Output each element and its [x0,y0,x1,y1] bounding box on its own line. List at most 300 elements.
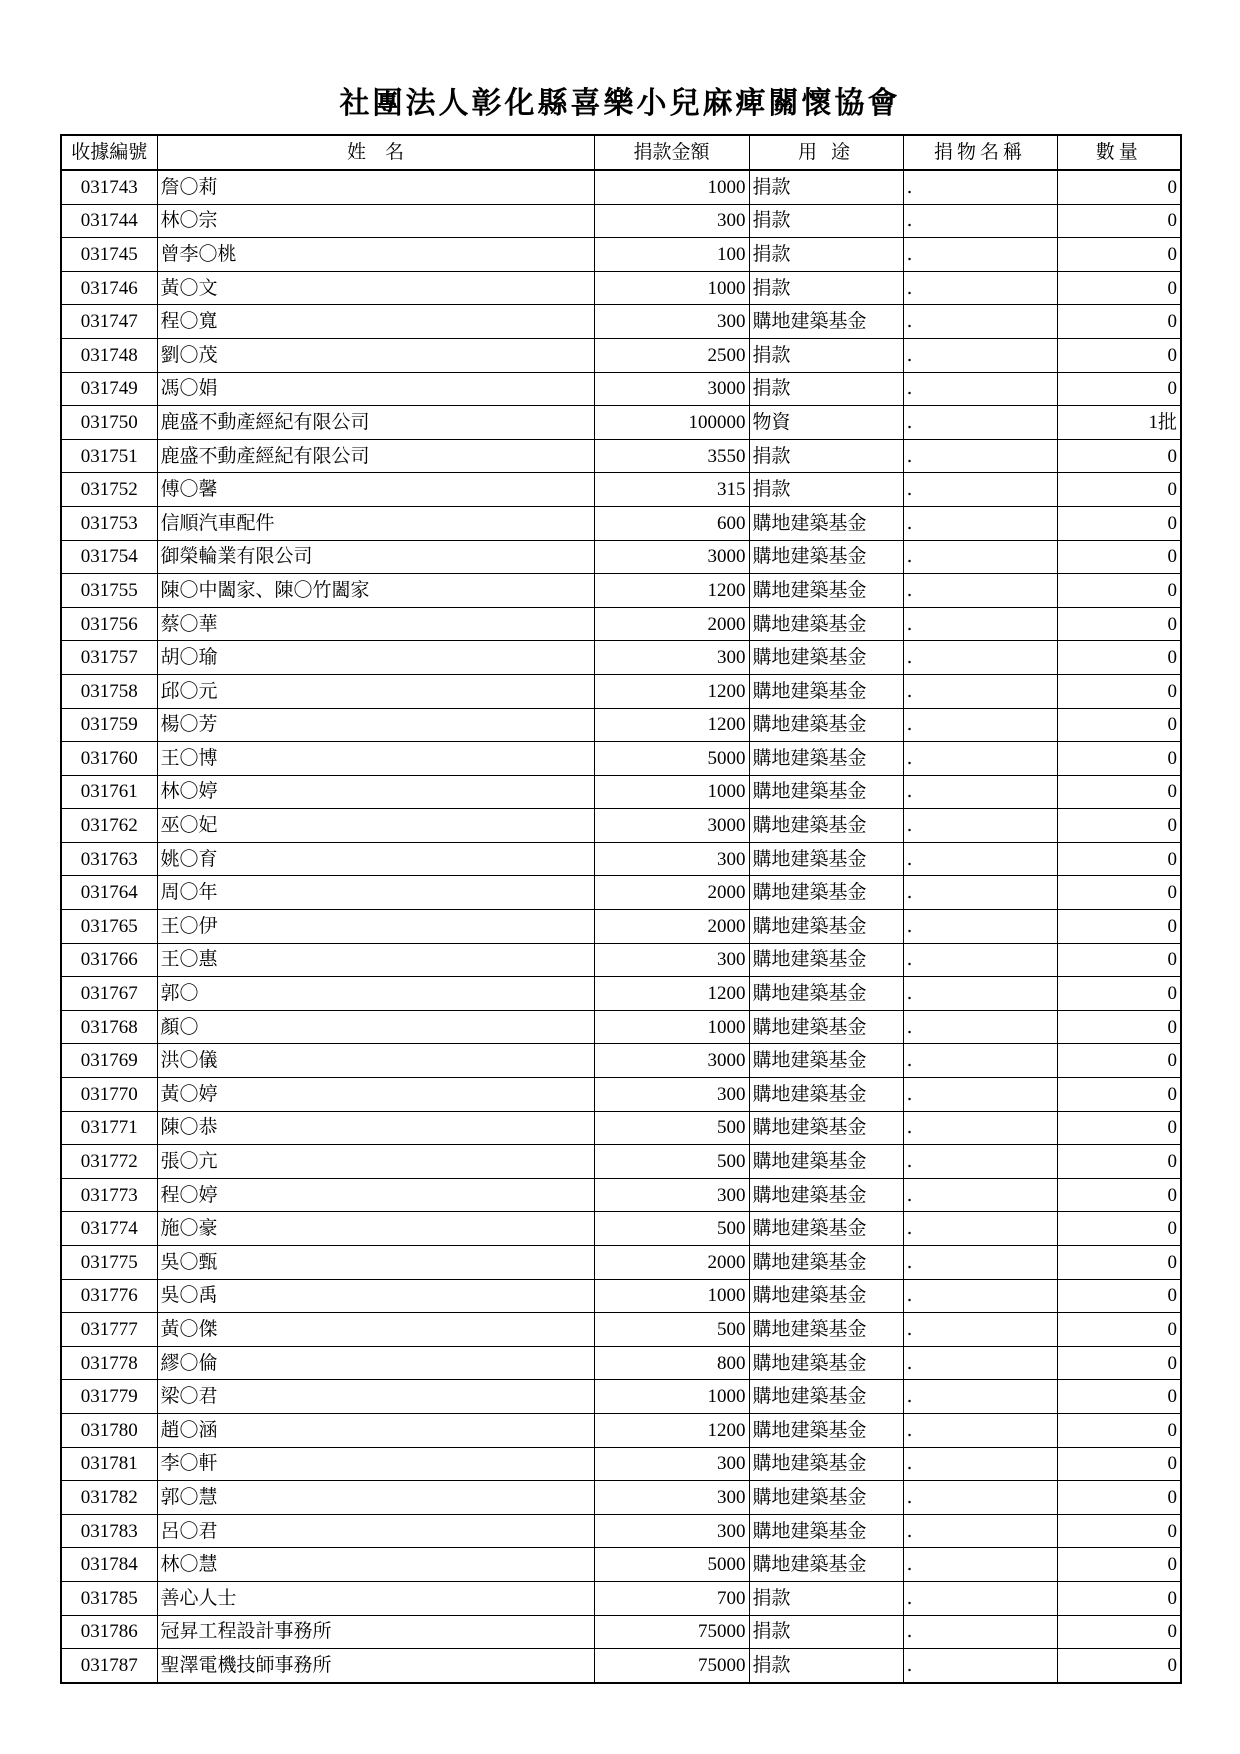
receipt-no-cell: 031765 [61,910,157,944]
donor-name-cell: 邱〇元 [157,674,594,708]
item-name-cell: . [903,1313,1057,1347]
table-row [61,1212,1181,1246]
quantity-cell: 0 [1057,1481,1181,1515]
donor-name-cell: 梁〇君 [157,1380,594,1414]
usage-cell: 捐款 [749,338,903,372]
quantity-cell: 0 [1057,1548,1181,1582]
receipt-no-cell: 031757 [61,641,157,675]
donor-name-cell: 傅〇馨 [157,473,594,507]
quantity-cell: 0 [1057,607,1181,641]
amount-cell: 300 [594,204,749,238]
receipt-no-cell: 031780 [61,1413,157,1447]
receipt-no-cell: 031748 [61,338,157,372]
donor-name-cell: 王〇博 [157,742,594,776]
amount-cell: 1000 [594,1380,749,1414]
item-name-cell: . [903,271,1057,305]
table-row [61,977,1181,1011]
table-row [61,1481,1181,1515]
donor-name-cell: 楊〇芳 [157,708,594,742]
receipt-no-cell: 031760 [61,742,157,776]
usage-cell: 購地建築基金 [749,305,903,339]
amount-cell: 75000 [594,1649,749,1683]
table-row [61,204,1181,238]
quantity-cell: 0 [1057,1178,1181,1212]
quantity-cell: 0 [1057,338,1181,372]
table-row [61,1380,1181,1414]
amount-cell: 100000 [594,406,749,440]
quantity-cell: 0 [1057,742,1181,776]
receipt-no-cell: 031787 [61,1649,157,1683]
amount-cell: 300 [594,842,749,876]
donor-name-cell: 林〇婷 [157,775,594,809]
receipt-no-cell: 031774 [61,1212,157,1246]
item-name-cell: . [903,540,1057,574]
usage-cell: 購地建築基金 [749,1514,903,1548]
donor-name-cell: 蔡〇華 [157,607,594,641]
quantity-cell: 0 [1057,1279,1181,1313]
receipt-no-cell: 031754 [61,540,157,574]
usage-cell: 購地建築基金 [749,1246,903,1280]
donor-name-cell: 周〇年 [157,876,594,910]
donor-name-cell: 胡〇瑜 [157,641,594,675]
usage-cell: 購地建築基金 [749,842,903,876]
amount-cell: 1200 [594,708,749,742]
table-row [61,406,1181,440]
usage-cell: 購地建築基金 [749,708,903,742]
amount-cell: 1000 [594,1010,749,1044]
table-row [61,1145,1181,1179]
receipt-no-cell: 031773 [61,1178,157,1212]
quantity-cell: 0 [1057,876,1181,910]
quantity-cell: 0 [1057,708,1181,742]
item-name-cell: . [903,674,1057,708]
donor-name-cell: 黃〇文 [157,271,594,305]
item-name-cell: . [903,1178,1057,1212]
amount-cell: 3000 [594,540,749,574]
receipt-no-cell: 031746 [61,271,157,305]
amount-cell: 315 [594,473,749,507]
amount-cell: 2000 [594,1246,749,1280]
donor-name-cell: 黃〇婷 [157,1078,594,1112]
amount-cell: 500 [594,1111,749,1145]
table-row [61,372,1181,406]
usage-cell: 購地建築基金 [749,809,903,843]
item-name-cell: . [903,1413,1057,1447]
donor-name-cell: 洪〇儀 [157,1044,594,1078]
item-name-cell: . [903,1615,1057,1649]
receipt-no-cell: 031775 [61,1246,157,1280]
table-row [61,775,1181,809]
amount-cell: 1200 [594,1413,749,1447]
donor-name-cell: 鹿盛不動產經紀有限公司 [157,439,594,473]
donor-name-cell: 林〇宗 [157,204,594,238]
table-row [61,1514,1181,1548]
quantity-cell: 0 [1057,674,1181,708]
table-row [61,1044,1181,1078]
donation-table [60,134,1182,1684]
quantity-cell: 0 [1057,1413,1181,1447]
quantity-cell: 0 [1057,1078,1181,1112]
usage-cell: 購地建築基金 [749,1413,903,1447]
receipt-no-cell: 031744 [61,204,157,238]
amount-cell: 1200 [594,674,749,708]
table-row [61,1078,1181,1112]
document-title: 社團法人彰化縣喜樂小兒麻痺關懷協會 [339,86,901,121]
item-name-cell: . [903,1078,1057,1112]
quantity-cell: 0 [1057,809,1181,843]
quantity-cell: 0 [1057,1346,1181,1380]
item-name-cell: . [903,742,1057,776]
donor-name-cell: 程〇婷 [157,1178,594,1212]
quantity-cell: 0 [1057,775,1181,809]
donor-name-cell: 冠昇工程設計事務所 [157,1615,594,1649]
quantity-cell: 0 [1057,641,1181,675]
amount-cell: 1000 [594,1279,749,1313]
usage-cell: 購地建築基金 [749,742,903,776]
table-row [61,1111,1181,1145]
table-row [61,1279,1181,1313]
amount-cell: 500 [594,1145,749,1179]
usage-cell: 購地建築基金 [749,641,903,675]
quantity-cell: 0 [1057,473,1181,507]
table-row [61,574,1181,608]
item-name-cell: . [903,708,1057,742]
donor-name-cell: 郭〇 [157,977,594,1011]
item-name-cell: . [903,1010,1057,1044]
receipt-no-cell: 031771 [61,1111,157,1145]
quantity-cell: 0 [1057,1581,1181,1615]
donor-name-cell: 鹿盛不動產經紀有限公司 [157,406,594,440]
item-name-cell: . [903,305,1057,339]
donor-name-cell: 郭〇慧 [157,1481,594,1515]
donor-name-cell: 施〇豪 [157,1212,594,1246]
receipt-no-cell: 031778 [61,1346,157,1380]
usage-cell: 購地建築基金 [749,1481,903,1515]
receipt-no-cell: 031747 [61,305,157,339]
amount-cell: 5000 [594,1548,749,1582]
usage-cell: 購地建築基金 [749,1178,903,1212]
usage-cell: 捐款 [749,1615,903,1649]
table-row [61,1548,1181,1582]
item-name-cell: . [903,1548,1057,1582]
donor-name-cell: 林〇慧 [157,1548,594,1582]
table-header-row [61,135,1181,170]
table-row [61,1413,1181,1447]
quantity-cell: 0 [1057,1212,1181,1246]
quantity-cell: 0 [1057,506,1181,540]
receipt-no-cell: 031756 [61,607,157,641]
receipt-no-cell: 031763 [61,842,157,876]
donor-name-cell: 吳〇甄 [157,1246,594,1280]
table-row [61,1010,1181,1044]
usage-cell: 物資 [749,406,903,440]
usage-cell: 購地建築基金 [749,775,903,809]
quantity-cell: 0 [1057,574,1181,608]
receipt-no-cell: 031759 [61,708,157,742]
amount-cell: 3000 [594,1044,749,1078]
donor-name-cell: 劉〇茂 [157,338,594,372]
table-row [61,674,1181,708]
item-name-cell: . [903,809,1057,843]
donor-name-cell: 信順汽車配件 [157,506,594,540]
donor-name-cell: 聖澤電機技師事務所 [157,1649,594,1683]
header-item-name: 捐物名稱 [903,135,1057,170]
item-name-cell: . [903,1279,1057,1313]
item-name-cell: . [903,204,1057,238]
header-receipt-no: 收據編號 [61,135,157,170]
donor-name-cell: 王〇伊 [157,910,594,944]
item-name-cell: . [903,1447,1057,1481]
table-row [61,1346,1181,1380]
donor-name-cell: 陳〇中闔家、陳〇竹闔家 [157,574,594,608]
amount-cell: 3000 [594,372,749,406]
quantity-cell: 0 [1057,271,1181,305]
usage-cell: 捐款 [749,271,903,305]
item-name-cell: . [903,1514,1057,1548]
receipt-no-cell: 031776 [61,1279,157,1313]
amount-cell: 300 [594,1481,749,1515]
table-row [61,809,1181,843]
quantity-cell: 0 [1057,842,1181,876]
donor-name-cell: 詹〇莉 [157,170,594,204]
item-name-cell: . [903,910,1057,944]
table-row [61,540,1181,574]
donor-name-cell: 陳〇恭 [157,1111,594,1145]
amount-cell: 600 [594,506,749,540]
usage-cell: 購地建築基金 [749,574,903,608]
amount-cell: 2500 [594,338,749,372]
item-name-cell: . [903,1212,1057,1246]
quantity-cell: 0 [1057,1514,1181,1548]
receipt-no-cell: 031755 [61,574,157,608]
quantity-cell: 0 [1057,1615,1181,1649]
amount-cell: 1000 [594,170,749,204]
table-row [61,1246,1181,1280]
quantity-cell: 0 [1057,1380,1181,1414]
amount-cell: 100 [594,238,749,272]
donor-name-cell: 呂〇君 [157,1514,594,1548]
amount-cell: 2000 [594,607,749,641]
item-name-cell: . [903,1346,1057,1380]
item-name-cell: . [903,607,1057,641]
item-name-cell: . [903,338,1057,372]
item-name-cell: . [903,170,1057,204]
item-name-cell: . [903,977,1057,1011]
table-row [61,876,1181,910]
donor-name-cell: 吳〇禹 [157,1279,594,1313]
quantity-cell: 0 [1057,1145,1181,1179]
donor-name-cell: 王〇惠 [157,943,594,977]
table-row [61,641,1181,675]
table-row [61,506,1181,540]
usage-cell: 購地建築基金 [749,607,903,641]
quantity-cell: 0 [1057,1111,1181,1145]
usage-cell: 購地建築基金 [749,674,903,708]
quantity-cell: 0 [1057,1246,1181,1280]
receipt-no-cell: 031785 [61,1581,157,1615]
usage-cell: 捐款 [749,1581,903,1615]
amount-cell: 2000 [594,910,749,944]
item-name-cell: . [903,406,1057,440]
quantity-cell: 0 [1057,910,1181,944]
usage-cell: 購地建築基金 [749,910,903,944]
table-row [61,271,1181,305]
item-name-cell: . [903,842,1057,876]
usage-cell: 購地建築基金 [749,540,903,574]
receipt-no-cell: 031767 [61,977,157,1011]
donor-name-cell: 張〇亢 [157,1145,594,1179]
receipt-no-cell: 031743 [61,170,157,204]
quantity-cell: 0 [1057,238,1181,272]
amount-cell: 700 [594,1581,749,1615]
receipt-no-cell: 031782 [61,1481,157,1515]
usage-cell: 捐款 [749,238,903,272]
receipt-no-cell: 031751 [61,439,157,473]
quantity-cell: 0 [1057,540,1181,574]
table-row [61,943,1181,977]
receipt-no-cell: 031764 [61,876,157,910]
usage-cell: 捐款 [749,372,903,406]
item-name-cell: . [903,641,1057,675]
table-row [61,910,1181,944]
item-name-cell: . [903,439,1057,473]
table-row [61,473,1181,507]
table-row [61,238,1181,272]
receipt-no-cell: 031779 [61,1380,157,1414]
item-name-cell: . [903,943,1057,977]
item-name-cell: . [903,1581,1057,1615]
quantity-cell: 0 [1057,1010,1181,1044]
table-row [61,439,1181,473]
table-row [61,708,1181,742]
amount-cell: 1200 [594,977,749,1011]
amount-cell: 500 [594,1313,749,1347]
usage-cell: 購地建築基金 [749,1010,903,1044]
amount-cell: 1000 [594,271,749,305]
donor-name-cell: 顏〇 [157,1010,594,1044]
usage-cell: 購地建築基金 [749,876,903,910]
amount-cell: 3000 [594,809,749,843]
usage-cell: 購地建築基金 [749,943,903,977]
donor-name-cell: 趙〇涵 [157,1413,594,1447]
usage-cell: 捐款 [749,170,903,204]
receipt-no-cell: 031749 [61,372,157,406]
amount-cell: 300 [594,943,749,977]
amount-cell: 2000 [594,876,749,910]
item-name-cell: . [903,1649,1057,1683]
table-row [61,1178,1181,1212]
item-name-cell: . [903,1380,1057,1414]
usage-cell: 購地建築基金 [749,1548,903,1582]
quantity-cell: 0 [1057,170,1181,204]
receipt-no-cell: 031758 [61,674,157,708]
receipt-no-cell: 031781 [61,1447,157,1481]
amount-cell: 500 [594,1212,749,1246]
table-body [61,170,1181,1683]
receipt-no-cell: 031762 [61,809,157,843]
receipt-no-cell: 031753 [61,506,157,540]
donor-name-cell: 巫〇妃 [157,809,594,843]
usage-cell: 購地建築基金 [749,1044,903,1078]
donor-name-cell: 繆〇倫 [157,1346,594,1380]
usage-cell: 購地建築基金 [749,1145,903,1179]
receipt-no-cell: 031770 [61,1078,157,1112]
item-name-cell: . [903,1145,1057,1179]
item-name-cell: . [903,372,1057,406]
amount-cell: 300 [594,1078,749,1112]
usage-cell: 捐款 [749,473,903,507]
item-name-cell: . [903,1481,1057,1515]
table-row [61,338,1181,372]
item-name-cell: . [903,574,1057,608]
receipt-no-cell: 031768 [61,1010,157,1044]
table-row [61,1615,1181,1649]
receipt-no-cell: 031784 [61,1548,157,1582]
donor-name-cell: 善心人士 [157,1581,594,1615]
item-name-cell: . [903,473,1057,507]
quantity-cell: 0 [1057,943,1181,977]
table-row [61,1313,1181,1347]
item-name-cell: . [903,1246,1057,1280]
quantity-cell: 0 [1057,204,1181,238]
amount-cell: 800 [594,1346,749,1380]
usage-cell: 購地建築基金 [749,506,903,540]
receipt-no-cell: 031783 [61,1514,157,1548]
quantity-cell: 0 [1057,305,1181,339]
usage-cell: 購地建築基金 [749,1313,903,1347]
receipt-no-cell: 031772 [61,1145,157,1179]
item-name-cell: . [903,876,1057,910]
amount-cell: 1200 [594,574,749,608]
usage-cell: 購地建築基金 [749,1279,903,1313]
item-name-cell: . [903,775,1057,809]
receipt-no-cell: 031750 [61,406,157,440]
quantity-cell: 0 [1057,1313,1181,1347]
donor-name-cell: 黃〇傑 [157,1313,594,1347]
usage-cell: 捐款 [749,439,903,473]
usage-cell: 購地建築基金 [749,1212,903,1246]
amount-cell: 300 [594,1447,749,1481]
item-name-cell: . [903,506,1057,540]
header-amount: 捐款金額 [594,135,749,170]
quantity-cell: 0 [1057,372,1181,406]
table-row [61,607,1181,641]
usage-cell: 捐款 [749,1649,903,1683]
donor-name-cell: 姚〇育 [157,842,594,876]
amount-cell: 300 [594,1178,749,1212]
table-row [61,305,1181,339]
quantity-cell: 0 [1057,977,1181,1011]
amount-cell: 1000 [594,775,749,809]
amount-cell: 75000 [594,1615,749,1649]
item-name-cell: . [903,238,1057,272]
quantity-cell: 1批 [1057,406,1181,440]
amount-cell: 300 [594,641,749,675]
table-row [61,842,1181,876]
receipt-no-cell: 031761 [61,775,157,809]
receipt-no-cell: 031752 [61,473,157,507]
usage-cell: 購地建築基金 [749,1111,903,1145]
receipt-no-cell: 031769 [61,1044,157,1078]
receipt-no-cell: 031786 [61,1615,157,1649]
usage-cell: 購地建築基金 [749,977,903,1011]
donor-name-cell: 御榮輪業有限公司 [157,540,594,574]
quantity-cell: 0 [1057,439,1181,473]
item-name-cell: . [903,1111,1057,1145]
receipt-no-cell: 031745 [61,238,157,272]
table-row [61,170,1181,204]
header-quantity: 數量 [1057,135,1181,170]
